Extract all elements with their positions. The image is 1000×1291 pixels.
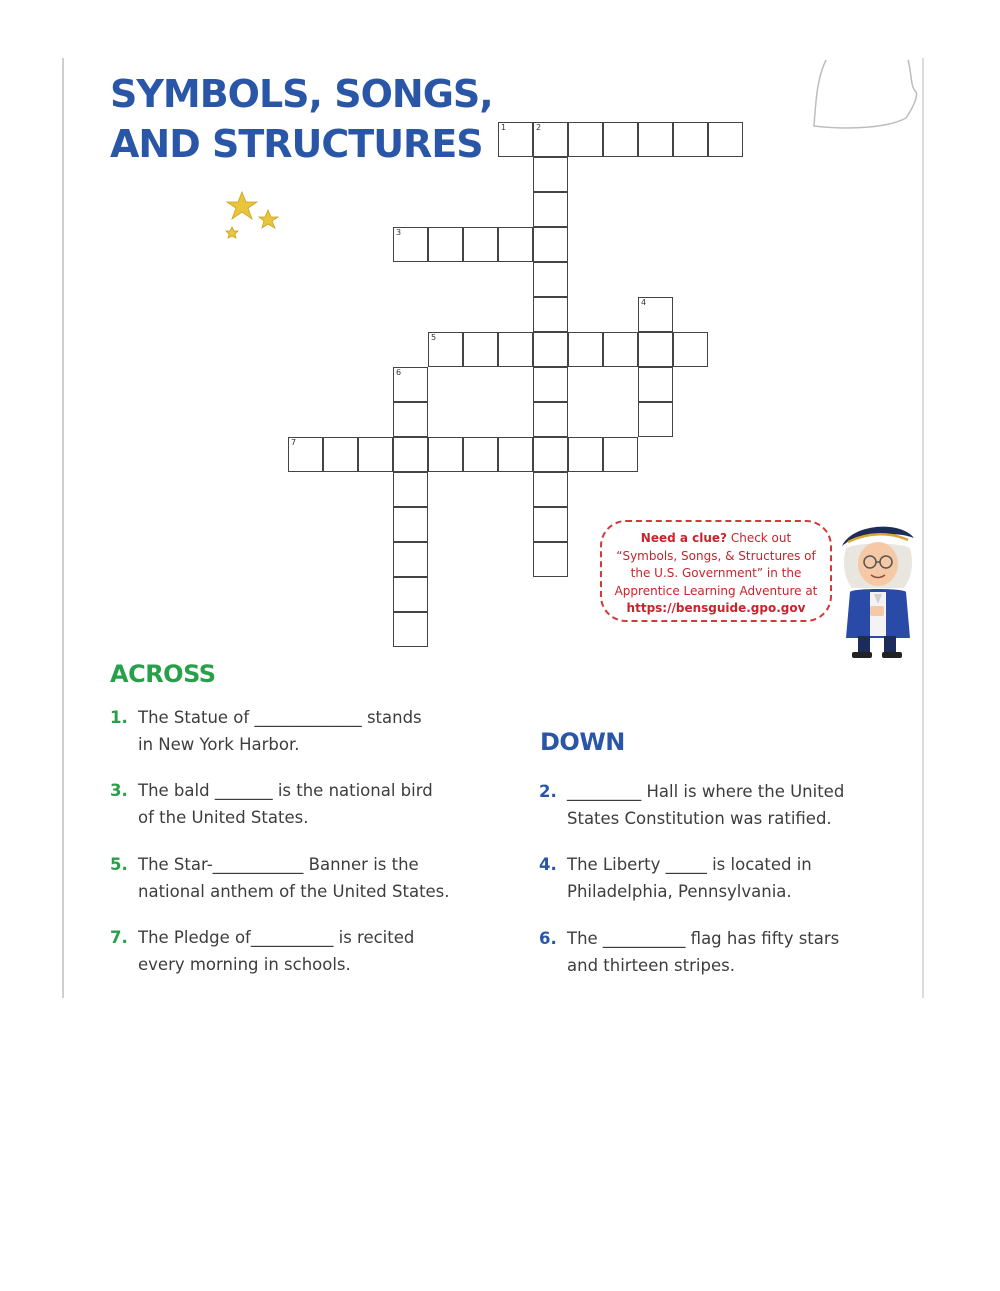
crossword-cell[interactable] (603, 332, 638, 367)
crossword-cell[interactable] (393, 507, 428, 542)
across-clue-text: The Star-___________ Banner is the (138, 855, 419, 874)
down-clue-4 (539, 851, 812, 905)
crossword-cell-number: 1 (501, 123, 507, 132)
page-title-line2: AND STRUCTURES (110, 122, 483, 166)
crossword-cell[interactable] (603, 122, 638, 157)
down-clue-number: 6. (539, 929, 557, 948)
crossword-cell[interactable] (428, 227, 463, 262)
crossword-cell[interactable] (393, 542, 428, 577)
down-clue-number: 2. (539, 782, 557, 801)
down-clue-text: _________ Hall is where the United (567, 782, 845, 801)
down-clue-number: 4. (539, 855, 557, 874)
crossword-cell[interactable] (498, 332, 533, 367)
callout-line2: “Symbols, Songs, & Structures of (616, 548, 816, 563)
callout-url[interactable]: https://bensguide.gpo.gov (626, 601, 806, 615)
crossword-cell[interactable] (498, 437, 533, 472)
crossword-cell[interactable] (568, 332, 603, 367)
crossword-cell[interactable] (533, 262, 568, 297)
crossword-cell[interactable] (673, 122, 708, 157)
crossword-cell-number: 7 (291, 438, 297, 447)
crossword-cell[interactable] (603, 437, 638, 472)
crossword-cell[interactable] (533, 332, 568, 367)
across-clue-text: national anthem of the United States. (138, 882, 450, 901)
stars-icon (222, 190, 282, 242)
crossword-cell[interactable] (533, 507, 568, 542)
across-clue-3 (110, 777, 433, 831)
crossword-cell[interactable] (568, 437, 603, 472)
across-clue-text: of the United States. (138, 808, 309, 827)
across-clue-text: The Pledge of__________ is recited (138, 928, 415, 947)
corner-sketch (808, 56, 920, 132)
across-clue-text: The Statue of _____________ stands (138, 708, 422, 727)
crossword-cell[interactable] (393, 227, 428, 262)
callout-lead: Need a clue? (640, 531, 728, 545)
down-clue-text: The __________ flag has fifty stars (567, 929, 840, 948)
crossword-cell[interactable] (498, 227, 533, 262)
crossword-cell[interactable] (463, 227, 498, 262)
across-clue-text: The bald _______ is the national bird (138, 781, 433, 800)
callout-line4: Apprentice Learning Adventure at (614, 583, 818, 598)
crossword-cell[interactable] (533, 542, 568, 577)
crossword-cell[interactable] (393, 367, 428, 402)
crossword-cell[interactable] (533, 437, 568, 472)
crossword-cell[interactable] (533, 227, 568, 262)
page-title-line1: SYMBOLS, SONGS, (110, 72, 493, 116)
across-heading: ACROSS (110, 660, 216, 688)
across-clue-1 (110, 704, 422, 758)
down-clue-2 (539, 778, 845, 832)
crossword-cell[interactable] (428, 437, 463, 472)
across-clue-5 (110, 851, 450, 905)
crossword-cell-number: 4 (641, 298, 647, 307)
across-clue-text: every morning in schools. (138, 955, 351, 974)
crossword-cell[interactable] (393, 577, 428, 612)
crossword-cell[interactable] (638, 402, 673, 437)
crossword-cell-number: 2 (536, 123, 542, 132)
crossword-cell[interactable] (533, 297, 568, 332)
crossword-cell[interactable] (463, 332, 498, 367)
crossword-cell[interactable] (288, 437, 323, 472)
across-clue-number: 1. (110, 708, 128, 727)
down-clue-text: The Liberty _____ is located in (567, 855, 812, 874)
crossword-cell-number: 5 (431, 333, 437, 342)
across-clue-number: 3. (110, 781, 128, 800)
down-clue-text: and thirteen stripes. (567, 956, 735, 975)
clue-callout (600, 520, 832, 622)
crossword-cell[interactable] (463, 437, 498, 472)
crossword-cell[interactable] (533, 122, 568, 157)
crossword-cell[interactable] (638, 367, 673, 402)
across-clue-number: 5. (110, 855, 128, 874)
callout-line1: Check out (727, 531, 792, 545)
crossword-cell[interactable] (533, 402, 568, 437)
crossword-cell[interactable] (533, 192, 568, 227)
crossword-cell[interactable] (393, 437, 428, 472)
ben-franklin-mascot (838, 518, 918, 660)
across-clue-number: 7. (110, 928, 128, 947)
crossword-cell[interactable] (393, 402, 428, 437)
crossword-cell[interactable] (638, 297, 673, 332)
crossword-cell[interactable] (638, 332, 673, 367)
crossword-cell[interactable] (393, 612, 428, 647)
crossword-cell-number: 3 (396, 228, 402, 237)
crossword-cell[interactable] (358, 437, 393, 472)
crossword-cell[interactable] (533, 472, 568, 507)
crossword-cell[interactable] (428, 332, 463, 367)
down-clue-6 (539, 925, 840, 979)
crossword-cell[interactable] (708, 122, 743, 157)
down-clue-text: Philadelphia, Pennsylvania. (567, 882, 792, 901)
crossword-cell[interactable] (498, 122, 533, 157)
crossword-cell[interactable] (638, 122, 673, 157)
crossword-cell[interactable] (568, 122, 603, 157)
crossword-cell[interactable] (673, 332, 708, 367)
down-clue-text: States Constitution was ratified. (567, 809, 832, 828)
crossword-cell[interactable] (533, 367, 568, 402)
callout-line3: the U.S. Government” in the (630, 566, 802, 580)
crossword-cell[interactable] (393, 472, 428, 507)
crossword-cell[interactable] (533, 157, 568, 192)
down-heading: DOWN (540, 728, 625, 756)
crossword-cell-number: 6 (396, 368, 402, 377)
crossword-cell[interactable] (323, 437, 358, 472)
across-clue-7 (110, 924, 415, 978)
across-clue-text: in New York Harbor. (138, 735, 300, 754)
